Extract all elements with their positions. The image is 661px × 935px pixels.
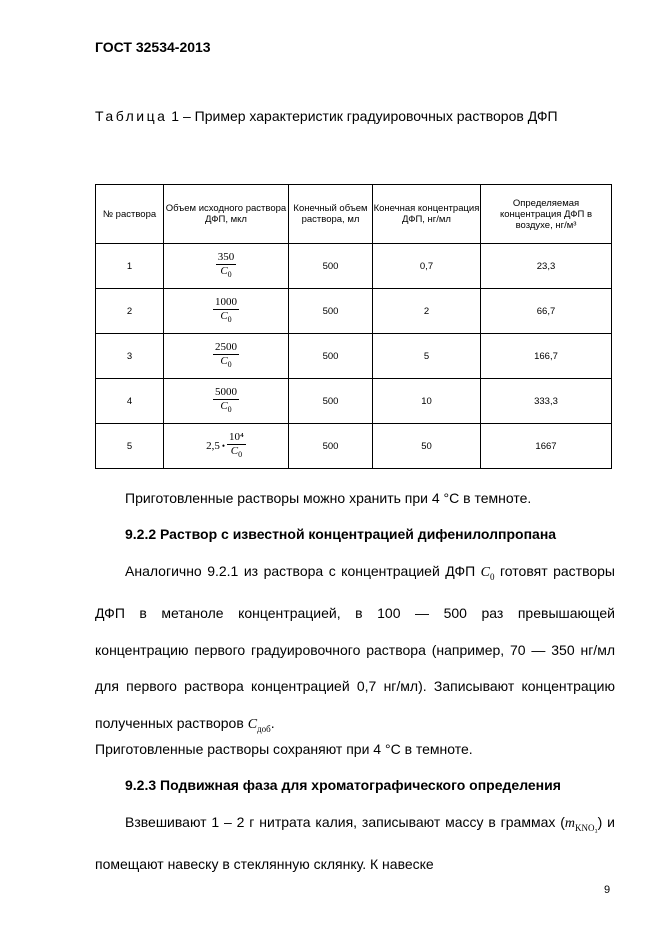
cell-final-concentration: 2 [373,289,481,334]
section-9-2-3-paragraph: Взвешивают 1 – 2 г нитрата калия, записывают массу в граммах $(m_{KNO_3})$ и помещают навеску в стеклянную склянку. К навеске [95,814,616,873]
cell-initial-volume [164,379,289,424]
header-final-concentration: Конечная концентрация ДФП, нг/мл [373,185,481,244]
mass-variable: $m_{KNO_3}$ [564,816,598,833]
table-caption-text: 1 – Пример характеристик градуировочных растворов ДФП [167,108,558,124]
fraction-denominator: $C_0$ [220,354,232,370]
volume-fraction [216,251,237,281]
table-row [96,379,612,424]
section-heading-9-2-2: 9.2.2 Раствор с известной концентрацией дифенилолпропана [125,526,557,542]
cell-solution-number: 3 [96,334,164,379]
page-number: 9 [604,884,611,896]
table-row [96,244,612,289]
cell-solution-number: 2 [96,289,164,334]
volume-fraction [227,431,246,461]
cell-final-volume: 500 [289,334,373,379]
cell-solution-number: 5 [96,424,164,469]
cell-final-volume: 500 [289,289,373,334]
table-caption [95,99,615,133]
cell-solution-number: 1 [96,244,164,289]
cell-initial-volume [164,289,289,334]
cell-initial-volume [164,244,289,289]
cell-initial-volume [164,334,289,379]
table-row [96,289,612,334]
table-row [96,334,612,379]
header-air-concentration: Определяемая концентрация ДФП в воздухе, нг/м³ [481,185,612,244]
cell-air-concentration: 1667 [481,424,612,469]
table-row [96,424,612,469]
fraction-denominator: $C_0$ [230,444,243,460]
fraction-numerator: 2500 [215,340,237,353]
cell-solution-number: 4 [96,379,164,424]
cell-final-volume: 500 [289,379,373,424]
cell-final-volume: 500 [289,244,373,289]
cell-initial-volume [164,424,289,469]
table-caption-label: Таблица [95,108,168,124]
cell-air-concentration: 166,7 [481,334,612,379]
concentration-variable: $C_0$ [480,565,495,582]
formula-coefficient: 2,5 [206,440,220,452]
section-heading-9-2-3: 9.2.3 Подвижная фаза для хроматографического определения [125,777,561,793]
calibration-table [95,184,612,469]
header-solution-number: № раствора [96,185,164,244]
header-final-volume: Конечный объем раствора, мл [289,185,373,244]
storage-note: Приготовленные растворы можно хранить при 4 °С в темноте. [125,490,532,506]
cell-final-concentration: 10 [373,379,481,424]
table-header-row [96,185,612,244]
cell-air-concentration: 333,3 [481,379,612,424]
fraction-numerator: 10⁴ [229,430,244,443]
added-concentration-variable: $C_{доб}$ [247,716,271,734]
fraction-denominator: $C_0$ [220,309,232,325]
volume-formula [206,431,246,461]
section-9-2-2-paragraph: Аналогично 9.2.1 из раствора с концентрацией ДФП $C_0$ готовят растворы ДФП в метаноле концентрацией, в 100 — 500 раз превышающей концентрацию первого градуировочного раствора (например, 70 — 350 нг/мл для первого раствора концентрацией 0,7 нг/мл). Записывают концентрацию полученных растворов $C_{доб}$. [95,563,615,734]
cell-air-concentration: 23,3 [481,244,612,289]
storage-note-2: Приготовленные растворы сохраняют при 4 °С в темноте. [95,741,473,757]
document-header: ГОСТ 32534-2013 [95,39,211,55]
header-initial-volume: Объем исходного раствора ДФП, мкл [164,185,289,244]
multiply-dot: • [221,441,226,451]
cell-final-concentration: 5 [373,334,481,379]
fraction-numerator: 1000 [215,295,237,308]
cell-final-volume: 500 [289,424,373,469]
fraction-denominator: $C_0$ [220,264,232,280]
volume-fraction [213,386,239,416]
cell-air-concentration: 66,7 [481,289,612,334]
cell-final-concentration: 0,7 [373,244,481,289]
volume-fraction [213,341,239,371]
cell-final-concentration: 50 [373,424,481,469]
fraction-denominator: $C_0$ [220,399,232,415]
fraction-numerator: 5000 [215,385,237,398]
fraction-numerator: 350 [217,250,235,263]
volume-fraction [213,296,239,326]
